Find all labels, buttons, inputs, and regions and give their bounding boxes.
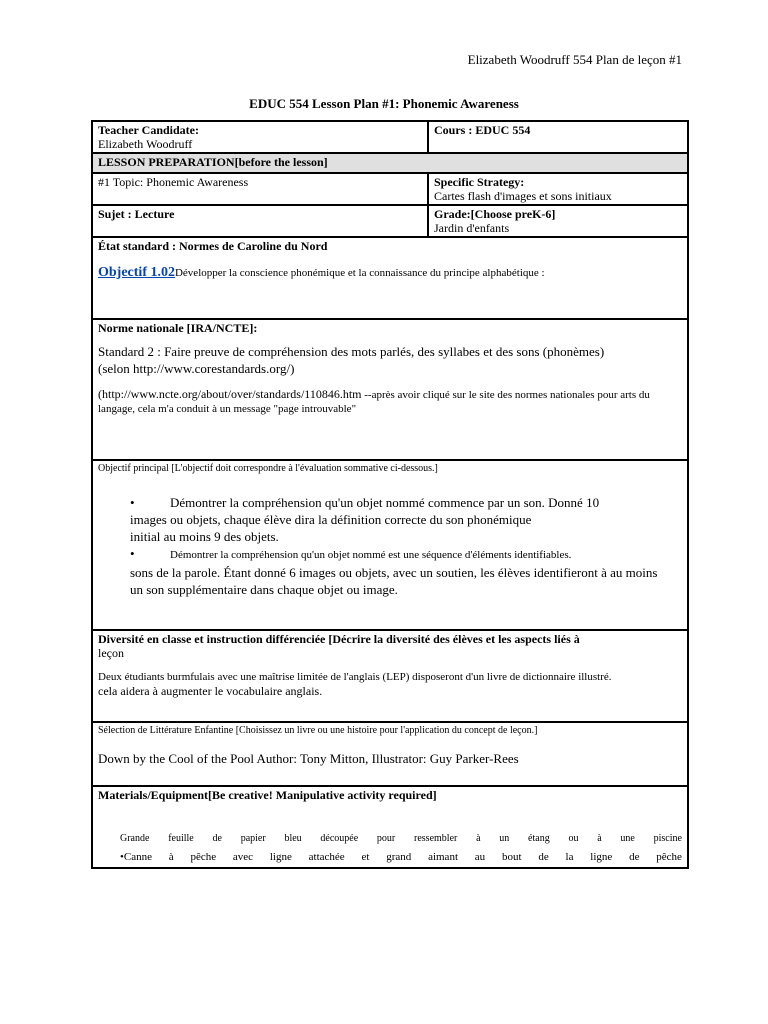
- materials-word: de: [629, 851, 640, 863]
- diversite-heading-2: leçon: [98, 646, 124, 660]
- objective-item: [130, 545, 682, 598]
- cours-cell: Cours : EDUC 554: [428, 121, 688, 153]
- grade-cell: [428, 205, 688, 237]
- materials-word: à: [597, 833, 602, 844]
- running-head: Elizabeth Woodruff 554 Plan de leçon #1: [467, 52, 682, 67]
- materials-word: à: [168, 851, 174, 863]
- selection-heading: Sélection de Littérature Enfantine [Choisissez un livre ou une histoire pour l'application du concept de leçon.]: [98, 725, 538, 736]
- objectif-principal-cell: [92, 460, 688, 630]
- ncte-note: --après avoir cliqué sur le site des normes nationales pour arts du langage, cela m'a conduit à un message "page introuvable": [98, 389, 650, 415]
- materials-word: ressembler: [414, 833, 458, 844]
- materials-word: découpée: [320, 833, 359, 844]
- materials-line-1: [120, 832, 682, 846]
- diversite-cell: [92, 630, 688, 722]
- materials-word: à: [476, 833, 481, 844]
- teacher-label: Teacher Candidate:: [98, 123, 200, 137]
- materials-word: aimant: [428, 851, 458, 863]
- materials-heading: Materials/Equipment[Be creative! Manipulative activity required]: [98, 788, 437, 802]
- materials-word: piscine: [653, 833, 682, 844]
- objective-item: [130, 494, 682, 545]
- objective-2-rest: sons de la parole. Étant donné 6 images ou objets, avec un soutien, les élèves identifieront à au moins un son supplémentaire dans chaque objet ou image.: [130, 565, 658, 597]
- materials-line-2: [120, 850, 682, 864]
- materials-word: pour: [376, 833, 396, 844]
- materials-word: ligne: [590, 851, 613, 863]
- materials-word: grand: [386, 851, 412, 863]
- materials-word: un: [499, 833, 510, 844]
- materials-cell: [92, 786, 688, 868]
- strategy-cell: [428, 173, 688, 205]
- topic-cell: #1 Topic: Phonemic Awareness: [92, 173, 428, 205]
- selection-cell: [92, 722, 688, 786]
- materials-word: attachée: [308, 851, 345, 863]
- materials-word: ou: [568, 833, 579, 844]
- strategy-value: Cartes flash d'images et sons initiaux: [434, 189, 612, 203]
- materials-word: Grande: [120, 833, 150, 844]
- selection-book: Down by the Cool of the Pool Author: Tony Mitton, Illustrator: Guy Parker-Rees: [98, 751, 519, 766]
- etat-standard-cell: [92, 237, 688, 319]
- objectif-principal-heading: Objectif principal [L'objectif doit correspondre à l'évaluation sommative ci-dessous.]: [98, 463, 438, 474]
- materials-word: la: [565, 851, 574, 863]
- materials-word: pêche: [656, 851, 682, 863]
- materials-word: de: [538, 851, 549, 863]
- materials-word: bleu: [284, 833, 302, 844]
- grade-value: Jardin d'enfants: [434, 221, 510, 235]
- diversite-heading: Diversité en classe et instruction différenciée [Décrire la diversité des élèves et les aspects liés à: [98, 632, 580, 646]
- lesson-plan-table: [91, 120, 689, 869]
- materials-word: une: [620, 833, 635, 844]
- page-title: EDUC 554 Lesson Plan #1: Phonemic Awareness: [249, 96, 519, 111]
- objectif-link[interactable]: Objectif 1.02: [98, 265, 175, 280]
- bullet: •: [130, 546, 135, 561]
- materials-word: de: [212, 833, 222, 844]
- materials-word: feuille: [168, 833, 194, 844]
- materials-word: •Canne: [120, 851, 152, 863]
- materials-word: pêche: [190, 851, 217, 863]
- materials-word: au: [474, 851, 486, 863]
- diversite-text-1: Deux étudiants burmfulais avec une maîtrise limitée de l'anglais (LEP) disposeront d'un livre de dictionnaire illustré.: [98, 671, 612, 683]
- materials-word: ligne: [269, 851, 292, 863]
- objective-1-rest: images ou objets, chaque élève dira la définition correcte du son phonémique initial au moins 9 des objets.: [130, 512, 532, 544]
- etat-standard-heading: État standard : Normes de Caroline du Nord: [98, 239, 328, 253]
- materials-word: étang: [528, 833, 550, 844]
- teacher-cell: [92, 121, 428, 153]
- sujet-cell: Sujet : Lecture: [92, 205, 428, 237]
- bullet: •: [130, 495, 135, 510]
- materials-word: avec: [232, 851, 254, 863]
- materials-word: papier: [240, 833, 266, 844]
- materials-word: et: [361, 851, 370, 863]
- objectives-list: [130, 494, 682, 598]
- objectif-text: Développer la conscience phonémique et la connaissance du principe alphabétique :: [174, 267, 545, 279]
- norme-nationale-cell: [92, 319, 688, 460]
- strategy-label: Specific Strategy:: [434, 175, 525, 189]
- grade-label: Grade:[Choose preK-6]: [434, 207, 556, 221]
- standard2-line1: Standard 2 : Faire preuve de compréhension des mots parlés, des syllabes et des sons (phonèmes): [98, 344, 605, 359]
- norme-nationale-heading: Norme nationale [IRA/NCTE]:: [98, 321, 258, 335]
- standard2-line2: (selon http://www.corestandards.org/): [98, 361, 295, 376]
- diversite-text-2: cela aidera à augmenter le vocabulaire anglais.: [98, 684, 323, 698]
- ncte-url: (http://www.ncte.org/about/over/standards/110846.htm: [98, 387, 362, 401]
- objective-1-first: Démontrer la compréhension qu'un objet nommé commence par un son. Donné 10: [170, 495, 600, 510]
- objective-2-first: Démontrer la compréhension qu'un objet nommé est une séquence d'éléments identifiables.: [170, 549, 572, 561]
- lesson-prep-row: LESSON PREPARATION[before the lesson]: [92, 153, 688, 173]
- materials-word: bout: [501, 851, 522, 863]
- teacher-name: Elizabeth Woodruff: [98, 137, 193, 151]
